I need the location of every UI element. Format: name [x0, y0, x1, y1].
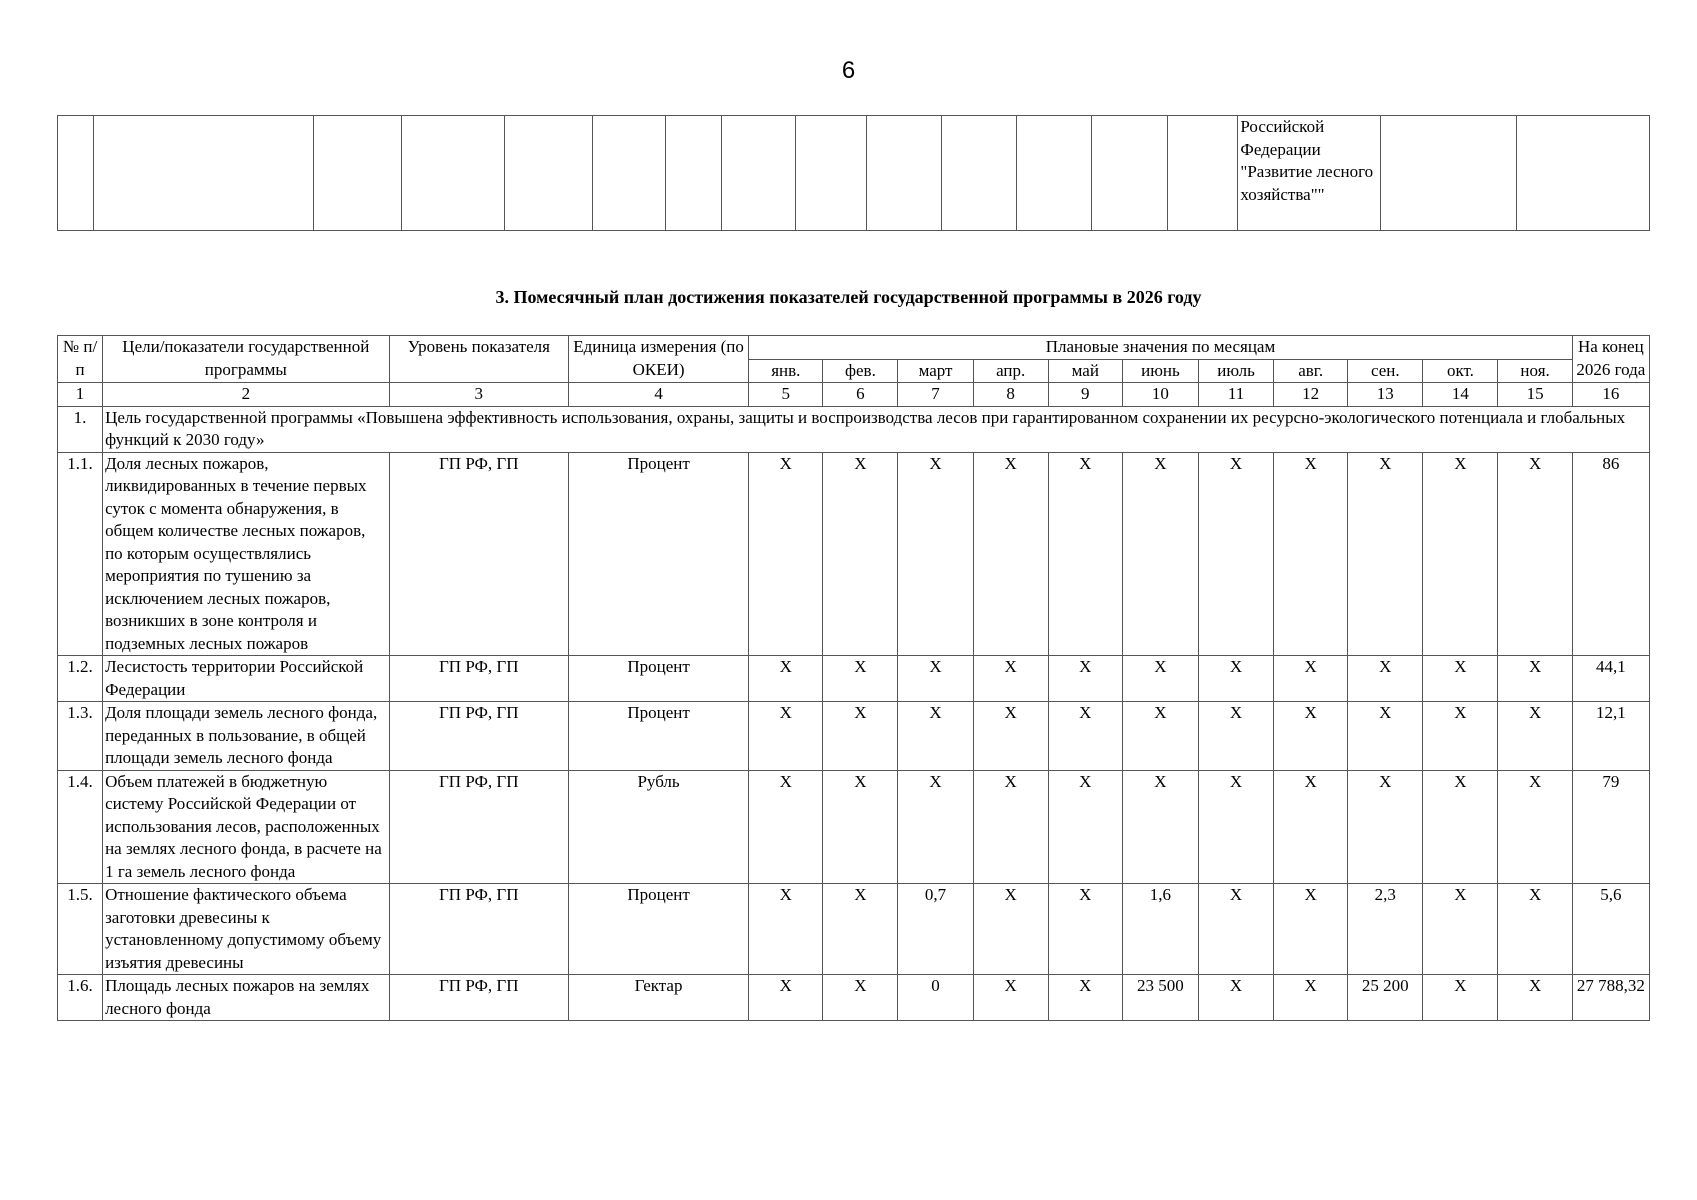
indicator-name: Доля площади земель лесного фонда, переданных в пользование, в общей площади земель лесного фонда — [103, 702, 390, 771]
month-value: X — [1423, 884, 1498, 975]
table-row — [58, 975, 1650, 1021]
indicator-unit: Процент — [568, 452, 748, 656]
month-header: сен. — [1348, 359, 1423, 383]
end-year-value: 44,1 — [1572, 656, 1649, 702]
monthly-plan-table — [57, 335, 1650, 1021]
row-number: 1.6. — [58, 975, 103, 1021]
month-header: авг. — [1274, 359, 1348, 383]
month-header: май — [1048, 359, 1122, 383]
table-row — [58, 452, 1650, 656]
month-value: X — [1198, 975, 1273, 1021]
month-value: X — [1423, 452, 1498, 656]
indicator-level: ГП РФ, ГП — [389, 452, 568, 656]
column-number: 15 — [1498, 383, 1572, 407]
month-value: X — [973, 656, 1048, 702]
month-value: X — [823, 656, 898, 702]
month-value: X — [1122, 702, 1198, 771]
month-value: X — [749, 884, 823, 975]
month-value: 23 500 — [1122, 975, 1198, 1021]
table-row — [58, 702, 1650, 771]
month-value: X — [1423, 975, 1498, 1021]
column-number: 4 — [568, 383, 748, 407]
header-unit: Единица измерения (по ОКЕИ) — [568, 336, 748, 383]
end-year-value: 86 — [1572, 452, 1649, 656]
goal-number: 1. — [58, 406, 103, 452]
month-value: X — [1498, 770, 1572, 884]
month-header: янв. — [749, 359, 823, 383]
month-value: X — [1048, 884, 1122, 975]
month-value: X — [1198, 702, 1273, 771]
indicator-name: Лесистость территории Российской Федерации — [103, 656, 390, 702]
column-number: 8 — [973, 383, 1048, 407]
month-value: X — [1048, 656, 1122, 702]
row-number: 1.4. — [58, 770, 103, 884]
continuation-table — [57, 115, 1650, 231]
table-row — [58, 770, 1650, 884]
month-value: X — [1274, 975, 1348, 1021]
month-value: X — [1348, 452, 1423, 656]
indicator-unit: Процент — [568, 884, 748, 975]
month-value: X — [1423, 770, 1498, 884]
month-value: X — [1498, 975, 1572, 1021]
month-value: X — [1274, 770, 1348, 884]
header-level: Уровень показателя — [389, 336, 568, 383]
month-value: X — [1274, 452, 1348, 656]
month-value: 1,6 — [1122, 884, 1198, 975]
section-title: 3. Помесячный план достижения показателей государственной программы в 2026 году — [495, 287, 1202, 307]
month-value: X — [973, 975, 1048, 1021]
month-value: X — [823, 702, 898, 771]
continuation-row — [58, 116, 1650, 231]
month-value: X — [823, 884, 898, 975]
indicator-name: Отношение фактического объема заготовки древесины к установленному допустимому объему изъятия древесины — [103, 884, 390, 975]
month-value: X — [1274, 884, 1348, 975]
end-year-value: 27 788,32 — [1572, 975, 1649, 1021]
month-value: X — [1198, 770, 1273, 884]
month-header: фев. — [823, 359, 898, 383]
row-number: 1.5. — [58, 884, 103, 975]
column-number: 10 — [1122, 383, 1198, 407]
header-num: № п/п — [58, 336, 103, 383]
month-value: X — [1198, 452, 1273, 656]
month-value: X — [1122, 656, 1198, 702]
header-row-1 — [58, 336, 1650, 360]
month-value: X — [1122, 452, 1198, 656]
month-value: 25 200 — [1348, 975, 1423, 1021]
indicator-name: Доля лесных пожаров, ликвидированных в течение первых суток с момента обнаружения, в общем количестве лесных пожаров, по которым осуществлялись мероприятия по тушению за исключением лесных пожаров, возникших в зоне контроля и подземных лесных пожаров — [103, 452, 390, 656]
month-value: X — [973, 770, 1048, 884]
end-year-value: 79 — [1572, 770, 1649, 884]
column-number: 6 — [823, 383, 898, 407]
month-header: июнь — [1122, 359, 1198, 383]
month-value: 2,3 — [1348, 884, 1423, 975]
month-value: X — [898, 702, 973, 771]
row-number: 1.1. — [58, 452, 103, 656]
month-value: X — [1122, 770, 1198, 884]
row-number: 1.3. — [58, 702, 103, 771]
month-value: X — [749, 702, 823, 771]
month-header: июль — [1198, 359, 1273, 383]
header-end-year: На конец 2026 года — [1572, 336, 1649, 383]
end-year-value: 5,6 — [1572, 884, 1649, 975]
month-value: X — [1198, 884, 1273, 975]
month-header: март — [898, 359, 973, 383]
month-value: X — [1498, 656, 1572, 702]
goal-row — [58, 406, 1650, 452]
column-number: 13 — [1348, 383, 1423, 407]
month-value: X — [1274, 702, 1348, 771]
month-value: X — [1423, 702, 1498, 771]
column-number: 2 — [103, 383, 390, 407]
end-year-value: 12,1 — [1572, 702, 1649, 771]
column-number-row — [58, 383, 1650, 407]
month-value: X — [823, 452, 898, 656]
table-row — [58, 884, 1650, 975]
month-value: X — [749, 975, 823, 1021]
column-number: 11 — [1198, 383, 1273, 407]
indicator-unit: Процент — [568, 702, 748, 771]
indicator-unit: Гектар — [568, 975, 748, 1021]
goal-text: Цель государственной программы «Повышена эффективность использования, охраны, защиты и воспроизводства лесов при гарантированном сохранении их ресурсно-экологического потенциала и глобальных функций к 2030 году» — [103, 406, 1650, 452]
month-value: X — [973, 702, 1048, 771]
month-header: апр. — [973, 359, 1048, 383]
column-number: 3 — [389, 383, 568, 407]
month-value: X — [749, 770, 823, 884]
header-planned-values: Плановые значения по месяцам — [749, 336, 1572, 360]
month-value: X — [823, 975, 898, 1021]
month-value: X — [1274, 656, 1348, 702]
program-name-cell: Российской Федерации "Развитие лесного хозяйства"" — [1238, 116, 1380, 231]
row-number: 1.2. — [58, 656, 103, 702]
header-goal: Цели/показатели государственной программы — [103, 336, 390, 383]
month-value: X — [1498, 452, 1572, 656]
page-number: 6 — [841, 57, 856, 84]
month-value: X — [1348, 770, 1423, 884]
indicator-name: Объем платежей в бюджетную систему Российской Федерации от использования лесов, расположенных на землях лесного фонда, в расчете на 1 га земель лесного фонда — [103, 770, 390, 884]
month-value: X — [1348, 656, 1423, 702]
column-number: 7 — [898, 383, 973, 407]
month-value: X — [1348, 702, 1423, 771]
month-value: X — [1048, 975, 1122, 1021]
indicator-level: ГП РФ, ГП — [389, 656, 568, 702]
indicator-level: ГП РФ, ГП — [389, 702, 568, 771]
month-value: X — [1498, 884, 1572, 975]
month-value: X — [898, 452, 973, 656]
indicator-unit: Процент — [568, 656, 748, 702]
month-value: X — [898, 770, 973, 884]
month-header: ноя. — [1498, 359, 1572, 383]
month-header: окт. — [1423, 359, 1498, 383]
month-value: X — [973, 884, 1048, 975]
column-number: 16 — [1572, 383, 1649, 407]
month-value: X — [1198, 656, 1273, 702]
indicator-level: ГП РФ, ГП — [389, 975, 568, 1021]
month-value: X — [1048, 770, 1122, 884]
month-value: X — [1498, 702, 1572, 771]
table-row — [58, 656, 1650, 702]
month-value: 0,7 — [898, 884, 973, 975]
month-value: X — [1048, 702, 1122, 771]
column-number: 12 — [1274, 383, 1348, 407]
month-value: X — [973, 452, 1048, 656]
month-value: X — [1048, 452, 1122, 656]
column-number: 1 — [58, 383, 103, 407]
indicator-unit: Рубль — [568, 770, 748, 884]
month-value: X — [823, 770, 898, 884]
month-value: X — [749, 656, 823, 702]
column-number: 9 — [1048, 383, 1122, 407]
month-value: 0 — [898, 975, 973, 1021]
indicator-level: ГП РФ, ГП — [389, 770, 568, 884]
column-number: 14 — [1423, 383, 1498, 407]
month-value: X — [898, 656, 973, 702]
month-value: X — [1423, 656, 1498, 702]
indicator-level: ГП РФ, ГП — [389, 884, 568, 975]
indicator-name: Площадь лесных пожаров на землях лесного фонда — [103, 975, 390, 1021]
month-value: X — [749, 452, 823, 656]
column-number: 5 — [749, 383, 823, 407]
